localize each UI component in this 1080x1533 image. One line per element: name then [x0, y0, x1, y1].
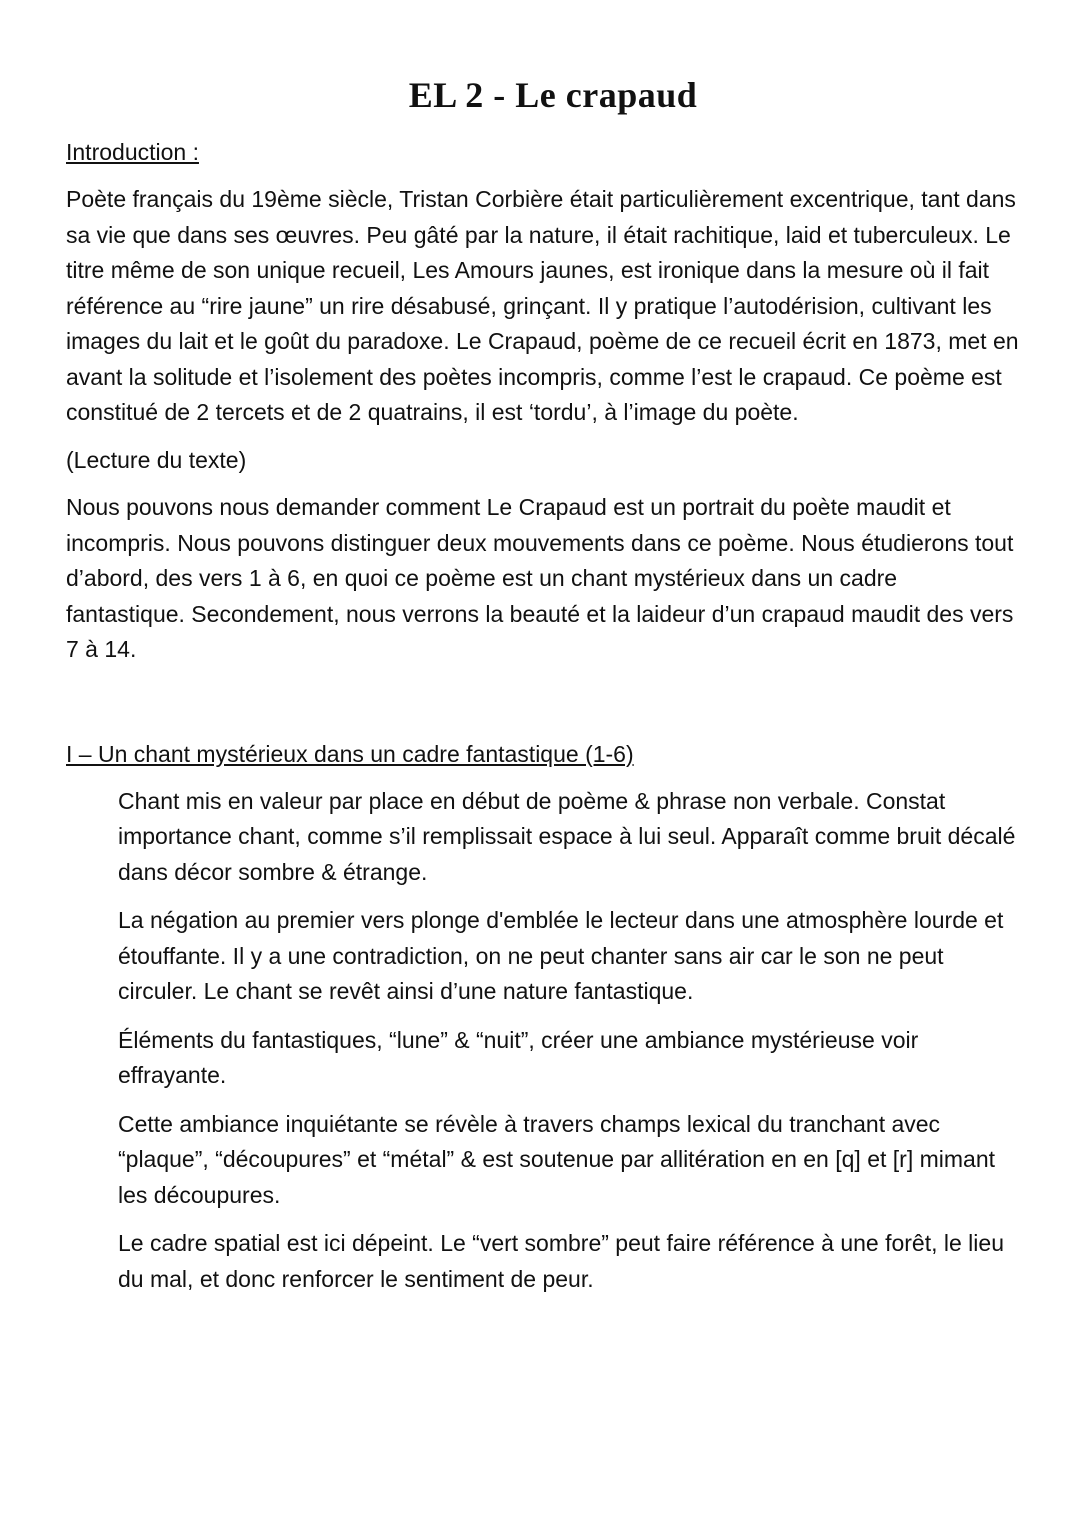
section1-paragraph: Éléments du fantastiques, “lune” & “nuit”, créer une ambiance mystérieuse voir effrayante.	[118, 1026, 919, 1088]
document-title: EL 2 - Le crapaud	[408, 75, 698, 115]
section1-paragraph: Chant mis en valeur par place en début de poème & phrase non verbale. Constat importance chant, comme s’il remplissait espace à lui seul. Apparaît comme bruit décalé dans décor sombre & étrange.	[118, 787, 1016, 885]
section1-heading: I – Un chant mystérieux dans un cadre fantastique (1-6)	[66, 740, 634, 767]
reading-note: (Lecture du texte)	[66, 446, 247, 473]
problematic-paragraph: Nous pouvons nous demander comment Le Crapaud est un portrait du poète maudit et incompris. Nous pouvons distinguer deux mouvements dans ce poème. Nous étudierons tout d’abord, des vers 1 à 6, en quoi ce poème est un chant mystérieux dans un cadre fantastique. Secondement, nous verrons la beauté et la laideur d’un crapaud maudit des vers 7 à 14.	[66, 494, 1014, 662]
section1-paragraph: Le cadre spatial est ici dépeint. Le “vert sombre” peut faire référence à une forêt, le lieu du mal, et donc renforcer le sentiment de peur.	[118, 1230, 1004, 1292]
section1-body	[66, 784, 1020, 1298]
section1-paragraph: La négation au premier vers plonge d'emblée le lecteur dans une atmosphère lourde et étouffante. Il y a une contradiction, on ne peut chanter sans air car le son ne peut circuler. Le chant se revêt ainsi d’une nature fantastique.	[118, 907, 1004, 1004]
intro-paragraph: Poète français du 19ème siècle, Tristan Corbière était particulièrement excentrique, tant dans sa vie que dans ses œuvres. Peu gâté par la nature, il était rachitique, laid et tuberculeux. Le titre même de son unique recueil, Les Amours jaunes, est ironique dans la mesure où il fait référence au “rire jaune” un rire désabusé, grinçant. Il y pratique l’autodérision, cultivant les images du lait et le goût du paradoxe. Le Crapaud, poème de ce recueil écrit en 1873, met en avant la solitude et l’isolement des poètes incompris, comme l’est le crapaud. Ce poème est constitué de 2 tercets et de 2 quatrains, il est ‘tordu’, à l’image du poète.	[66, 186, 1019, 425]
intro-heading: Introduction :	[66, 139, 199, 165]
section-spacer	[66, 680, 1020, 738]
section1-paragraph: Cette ambiance inquiétante se révèle à travers champs lexical du tranchant avec “plaque”, “découpures” et “métal” & est soutenue par allitération en en [q] et [r] mimant les découpures.	[118, 1110, 995, 1208]
